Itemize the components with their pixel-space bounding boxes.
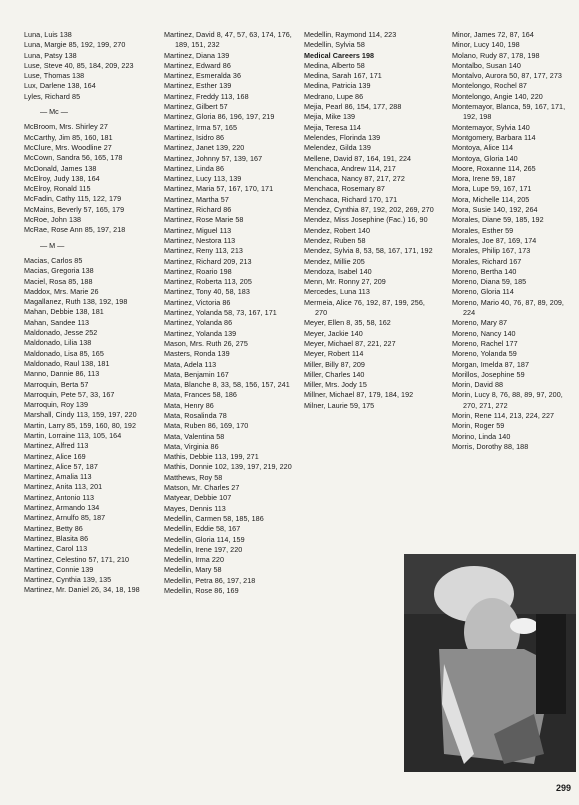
index-entry: Martin, Lorraine 113, 105, 164 [24,430,122,440]
index-entry: Morin, David 88 [452,380,504,390]
index-entry: Medellin, Mary 58 [164,565,222,575]
index-entry: Mata, Frances 58, 186 [164,390,237,400]
index-entry: Mermeia, Alice 76, 192, 87, 199, 256, 270 [304,297,425,318]
index-entry: Moreno, Yolanda 59 [452,349,517,359]
index-entry: Miller, Charles 140 [304,369,365,379]
index-entry: Martinez, Janet 139, 220 [164,143,245,153]
index-entry: Martinez, Yolanda 58, 73, 167, 171 [164,308,277,318]
index-entry: Maldonado, Raul 138, 181 [24,358,110,368]
index-entry: Luna, Luis 138 [24,30,72,39]
index-entry: Moreno, Nancy 140 [452,328,516,338]
index-entry: Melendes, Florinda 139 [304,132,381,142]
index-entry: McDonald, James 138 [24,163,97,173]
index-entry: Maldonado, Lilia 138 [24,338,92,348]
index-entry: Morales, Philip 167, 173 [452,246,531,256]
index-entry: Meyer, Michael 87, 221, 227 [304,338,396,348]
index-column-1 [24,30,156,596]
index-entry: Miller, Mrs. Jody 15 [304,380,367,390]
index-entry: Morris, Dorothy 88, 188 [452,441,529,451]
index-entry: Maldonado, Lisa 85, 165 [24,348,104,358]
index-entry: Martinez, Isidro 86 [164,132,225,142]
index-entry: Martinez, Nestora 113 [164,235,236,245]
index-entry: Moore, Roxanne 114, 265 [452,163,536,173]
index-entry: Morin, Roger 59 [452,421,505,431]
index-entry: Medina, Sarah 167, 171 [304,71,382,81]
index-entry: Martinez, Alice 169 [24,451,86,461]
index-entry: Martinez, Cynthia 139, 135 [24,575,112,585]
index-entry: McCarthy, Jim 85, 160, 181 [24,132,113,142]
index-entry: Macias, Carlos 85 [24,255,83,265]
index-entry: McElroy, Judy 138, 164 [24,173,100,183]
index-entry: Martinez, Arnulfo 85, 187 [24,513,106,523]
index-entry: Mayes, Dennis 113 [164,503,226,513]
index-entry: Mellene, David 87, 164, 191, 224 [304,153,412,163]
index-entry: Morgan, Imelda 87, 187 [452,359,530,369]
index-entry: Martinez, Gloria 86, 196, 197, 219 [164,112,275,122]
index-entry: Martinez, Anita 113, 201 [24,482,103,492]
index-entry: Mendez, Ruben 58 [304,235,366,245]
index-entry: Montoya, Gloria 140 [452,153,518,163]
index-entry: Martinez, Diana 139 [164,50,230,60]
index-entry: Martinez, Celestino 57, 171, 210 [24,554,130,564]
index-entry: Martinez, Reny 113, 213 [164,246,243,256]
index-entry: Medina, Patricia 139 [304,81,371,91]
index-entry: Morales, Richard 167 [452,256,522,266]
index-entry-heading: Medical Careers 198 [304,50,375,60]
index-entry: Moreno, Gloria 114 [452,287,514,297]
index-entry: Montemayor, Sylvia 140 [452,122,530,132]
index-entry: Mata, Blanche 8, 33, 58, 156, 157, 241 [164,380,290,390]
index-entry: Medrano, Lupe 86 [304,91,364,101]
index-entry: Mata, Henry 86 [164,400,214,410]
index-entry: Martinez, Blasita 86 [24,533,89,543]
index-entry: Mata, Virginia 86 [164,441,219,451]
index-entry: Martinez, Rose Marie 58 [164,215,244,225]
index-entry: Mathis, Donnie 102, 139, 197, 219, 220 [164,462,292,472]
index-entry: Mora, Lupe 59, 167, 171 [452,184,532,194]
index-entry: Martinez, Yolanda 139 [164,328,237,338]
index-entry: McRoe, John 138 [24,215,82,225]
index-entry: Morin, Rene 114, 213, 224, 227 [452,410,555,420]
index-entry: Morino, Linda 140 [452,431,511,441]
index-entry: Milner, Laurie 59, 175 [304,400,375,410]
index-entry: Lyles, Richard 85 [24,91,81,101]
index-entry: Martinez, Johnny 57, 139, 167 [164,153,263,163]
index-entry: Montemayor, Blanca, 59, 167, 171, 192, 198 [452,102,566,122]
index-entry: Montelongo, Rochel 87 [452,81,527,91]
index-entry: Maldonado, Jesse 252 [24,328,98,338]
index-entry: Luse, Steve 40, 85, 184, 209, 223 [24,60,134,70]
index-entry: Montalvo, Aurora 50, 87, 177, 273 [452,71,562,81]
index-entry: Moreno, Mary 87 [452,318,508,328]
index-entry: Martinez, Alfred 113 [24,441,89,451]
index-entry: Mora, Irene 59, 187 [452,174,516,184]
index-entry: Martinez, Miguel 113 [164,225,232,235]
index-entry: Molano, Rudy 87, 178, 198 [452,50,540,60]
index-entry: Mejia, Mike 139 [304,112,356,122]
index-entry: Martinez, David 8, 47, 57, 63, 174, 176, 189, 151, 232 [164,30,292,50]
index-entry: McElroy, Ronald 115 [24,184,91,194]
index-entry: Martinez, Connie 139 [24,564,94,574]
index-entry: Mendoza, Isabel 140 [304,266,372,276]
index-entry: Martinez, Linda 86 [164,163,225,173]
index-entry: Mata, Benjamin 167 [164,369,229,379]
index-entry: Moreno, Rachel 177 [452,338,518,348]
index-entry: Mata, Ruben 86, 169, 170 [164,421,249,431]
index-entry: Mendez, Sylvia 8, 53, 58, 167, 171, 192 [304,246,433,256]
index-entry: Masters, Ronda 139 [164,349,230,359]
index-entry: Mora, Susie 140, 192, 264 [452,205,538,215]
index-entry: Medellin, Raymond 114, 223 [304,30,397,39]
index-entry: Mason, Mrs. Ruth 26, 275 [164,338,248,348]
index-entry: Martinez, Lucy 113, 139 [164,174,242,184]
index-entry: Macias, Gregoria 138 [24,266,94,276]
index-entry: Lux, Darlene 138, 164 [24,81,96,91]
index-entry: Marroquin, Pete 57, 33, 167 [24,389,115,399]
index-entry: Martinez, Roario 198 [164,266,232,276]
index-entry: Mendez, Miss Josephine (Fac.) 16, 90 [304,215,428,225]
index-entry: Mata, Rosalinda 78 [164,410,227,420]
index-entry: Meyer, Jackie 140 [304,328,363,338]
index-entry: Mejia, Teresa 114 [304,122,361,132]
section-divider: — M — [40,240,65,250]
index-entry: Menchaca, Nancy 87, 217, 272 [304,174,405,184]
index-entry: Martinez, Yolanda 86 [164,318,233,328]
index-entry: Martinez, Esther 139 [164,81,232,91]
index-entry: Martinez, Freddy 113, 168 [164,91,249,101]
index-entry: Morillos, Josephine 59 [452,369,525,379]
index-entry: Luna, Patsy 138 [24,50,77,60]
index-entry: Morin, Lucy 8, 76, 88, 89, 97, 200, 270, 271, 272 [452,390,563,410]
index-entry: Melendez, Gilda 139 [304,143,371,153]
index-entry: Montgomery, Barbara 114 [452,132,536,142]
index-entry: Minor, James 72, 87, 164 [452,30,534,39]
index-entry: Meyer, Robert 114 [304,349,364,359]
index-entry: Medellin, Irene 197, 220 [164,544,243,554]
index-entry: Martinez, Gilbert 57 [164,102,228,112]
index-entry: Minor, Lucy 140, 198 [452,40,520,50]
index-entry: Martinez, Edward 86 [164,60,231,70]
index-entry: Montalbo, Susan 140 [452,60,521,70]
index-entry: Mendez, Millie 205 [304,256,365,266]
index-entry: Montoya, Alice 114 [452,143,514,153]
index-entry: Martinez, Esmeralda 36 [164,71,242,81]
section-divider: — Mc — [40,107,68,117]
index-entry: Martinez, Tony 40, 58, 183 [164,287,250,297]
index-entry: Mahan, Debbie 138, 181 [24,307,104,317]
index-entry: Morales, Esther 59 [452,225,514,235]
index-entry: Meyer, Ellen 8, 35, 58, 162 [304,318,391,328]
index-entry: Martinez, Irma 57, 165 [164,122,238,132]
index-entry: Martinez, Roberta 113, 205 [164,277,252,287]
index-entry: Martinez, Alice 57, 187 [24,461,98,471]
index-column-3 [304,30,436,411]
index-entry: Luse, Thomas 138 [24,71,85,81]
index-entry: Martinez, Martha 57 [164,194,229,204]
index-entry: Mendez, Cynthia 87, 192, 202, 269, 270 [304,205,434,215]
index-entry: Millner, Michael 87, 179, 184, 192 [304,390,414,400]
index-entry: Manno, Dannie 86, 113 [24,369,100,379]
index-entry: Martinez, Betty 86 [24,523,83,533]
index-entry: Magallanez, Ruth 138, 192, 198 [24,297,128,307]
index-entry: Menn, Mr. Ronny 27, 209 [304,277,386,287]
index-entry: Mahan, Sandee 113 [24,317,90,327]
index-entry: Martinez, Victoria 86 [164,297,231,307]
index-entry: Menchaca, Richard 170, 171 [304,194,398,204]
index-entry: Marshall, Cindy 113, 159, 197, 220 [24,410,137,420]
index-entry: Miller, Billy 87, 209 [304,359,365,369]
index-entry: Medellin, Sylvia 58 [304,40,365,50]
index-entry: Mejia, Pearl 86, 154, 177, 288 [304,102,402,112]
index-entry: Medellin, Eddie 58, 167 [164,524,241,534]
index-entry: Medina, Alberto 58 [304,60,365,70]
index-entry: Morales, Joe 87, 169, 174 [452,235,537,245]
index-entry: McCown, Sandra 56, 165, 178 [24,153,123,163]
index-entry: Moreno, Mario 40, 76, 87, 89, 209, 224 [452,297,564,318]
index-entry: Martinez, Richard 209, 213 [164,256,252,266]
index-entry: Morales, Diane 59, 185, 192 [452,215,544,225]
index-entry: Martinez, Carol 113 [24,544,88,554]
index-entry: Medellin, Irma 220 [164,555,225,565]
photo-image [404,554,576,772]
index-entry: Martinez, Mr. Daniel 26, 34, 18, 198 [24,585,140,595]
index-entry: Mathis, Debbie 113, 199, 271 [164,452,259,462]
index-entry: Martin, Larry 85, 159, 160, 80, 192 [24,420,137,430]
index-entry: Montelongo, Angie 140, 220 [452,91,543,101]
index-entry: Medellin, Carmen 58, 185, 186 [164,513,264,523]
index-entry: Martinez, Antonio 113 [24,492,95,502]
index-entry: Matyear, Debbie 107 [164,493,232,503]
index-column-4 [452,30,574,452]
index-entry: Maciel, Rosa 85, 188 [24,276,93,286]
index-entry: Martinez, Armando 134 [24,503,100,513]
index-entry: Moreno, Diana 59, 185 [452,277,527,287]
index-entry: Martinez, Amalia 113 [24,472,92,482]
index-entry: Medellin, Rose 86, 169 [164,586,239,596]
page-number: 299 [555,783,571,793]
index-entry: McFadin, Cathy 115, 122, 179 [24,194,122,204]
index-entry: Luna, Margie 85, 192, 199, 270 [24,40,126,50]
index-entry: Moreno, Bertha 140 [452,266,517,276]
index-entry: Menchaca, Rosemary 87 [304,184,385,194]
candid-photo [404,554,576,772]
index-entry: Mora, Michelle 114, 205 [452,194,530,204]
index-entry: Mata, Valentina 58 [164,431,225,441]
index-entry: Matson, Mr. Charles 27 [164,483,240,493]
index-entry: Maddox, Mrs. Marie 26 [24,286,99,296]
index-entry: Marroquin, Roy 139 [24,400,89,410]
index-column-2 [164,30,296,596]
index-entry: Martinez, Richard 86 [164,205,232,215]
index-entry: Medellin, Gloria 114, 159 [164,534,245,544]
index-entry: Matthews, Roy 58 [164,472,223,482]
index-entry: Menchaca, Andrew 114, 217 [304,163,396,173]
index-entry: McClure, Mrs. Woodline 27 [24,142,112,152]
index-entry: McMains, Beverly 57, 165, 179 [24,204,125,214]
index-entry: Mata, Adela 113 [164,359,217,369]
index-entry: McRae, Rose Ann 85, 197, 218 [24,225,126,235]
index-entry: Medellin, Petra 86, 197, 218 [164,575,256,585]
index-entry: McBroom, Mrs. Shirley 27 [24,122,108,132]
index-entry: Martinez, Maria 57, 167, 170, 171 [164,184,274,194]
index-entry: Marroquin, Berta 57 [24,379,89,389]
index-entry: Mercedes, Luna 113 [304,287,370,297]
index-entry: Mendez, Robert 140 [304,225,371,235]
